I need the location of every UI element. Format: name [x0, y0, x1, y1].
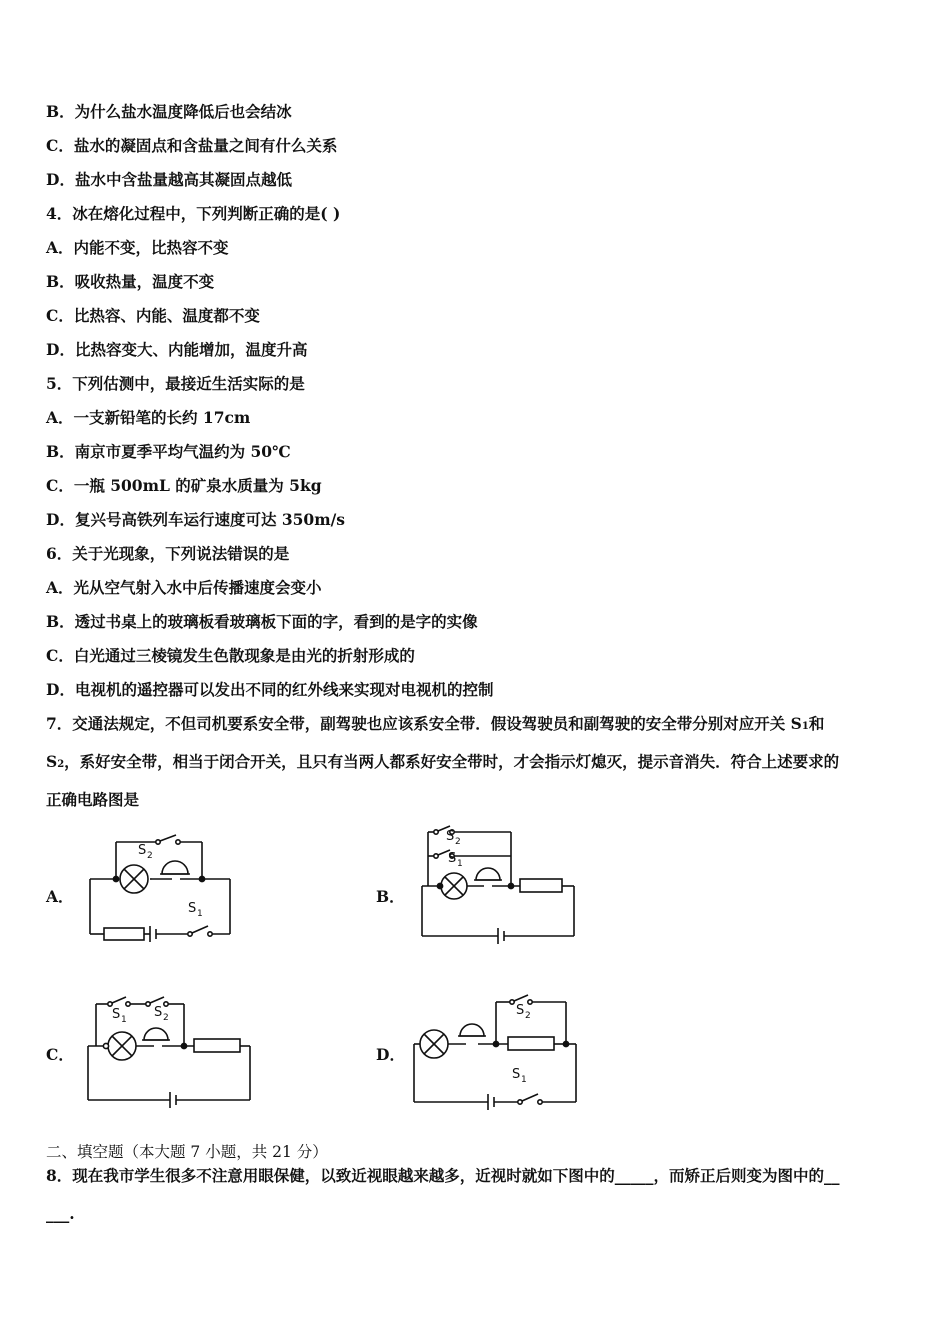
q6-option-c: C．白光通过三棱镜发生色散现象是由光的折射形成的 [46, 646, 415, 665]
switch-s1-label-c: S [112, 1007, 121, 1022]
circuit-c [84, 990, 256, 1110]
switch-s1-sub-a: 1 [197, 909, 203, 919]
switch-s1-label-d: S [512, 1067, 521, 1082]
q5-option-d: D．复兴号高铁列车运行速度可达 350m/s [46, 510, 345, 529]
option-b-label: B． [376, 887, 405, 906]
bell-icon [142, 1028, 170, 1040]
lamp-icon [108, 1032, 136, 1060]
q6-option-a: A．光从空气射入水中后传播速度会变小 [46, 578, 322, 597]
q3-option-d: D．盐水中含盐量越高其凝固点越低 [46, 170, 292, 189]
switch-s1-label-a: S [188, 901, 197, 916]
q7-line2-text: ，系好安全带，相当于闭合开关，且只有当两人都系好安全带时，才会指示灯熄灭，提示音消失．符合上述要求的 [64, 752, 840, 771]
switch-s1-sub-d: 1 [521, 1075, 527, 1085]
switch-s2-label-a: S [138, 843, 147, 858]
switch-s2-label-b: S [446, 829, 455, 844]
q7-stem-line3: 正确电路图是 [46, 790, 140, 809]
switch-s1-sub-c: 1 [121, 1015, 127, 1025]
circuit-d [408, 990, 580, 1112]
switch-s2-sub-d: 2 [525, 1011, 531, 1021]
q7-line1-sub: 1 [801, 721, 809, 732]
switch-s2-label-c: S [154, 1005, 163, 1020]
q7-line2-s: S [46, 752, 58, 771]
q3-option-b: B．为什么盐水温度降低后也会结冰 [46, 102, 292, 121]
switch-s1-label-b: S [448, 851, 457, 866]
lamp-icon [441, 873, 467, 899]
q3-option-c: C．盐水的凝固点和含盐量之间有什么关系 [46, 136, 338, 155]
q6-option-d: D．电视机的遥控器可以发出不同的红外线来实现对电视机的控制 [46, 680, 494, 699]
q6-option-b: B．透过书桌上的玻璃板看玻璃板下面的字，看到的是字的实像 [46, 612, 478, 631]
switch-s2-sub-c: 2 [163, 1013, 169, 1023]
circuit-b [416, 820, 581, 945]
switch-s2-label-d: S [516, 1003, 525, 1018]
q4-option-a: A．内能不变，比热容不变 [46, 238, 229, 257]
q7-line1-text: 7．交通法规定，不但司机要系安全带，副驾驶也应该系安全带．假设驾驶员和副驾驶的安全带分别对应开关 S [46, 714, 802, 733]
q6-stem: 6．关于光现象，下列说法错误的是 [46, 544, 290, 563]
q4-option-b: B．吸收热量，温度不变 [46, 272, 215, 291]
q5-option-a: A．一支新铅笔的长约 17cm [46, 408, 251, 427]
resistor-icon [104, 928, 144, 940]
bell-icon [458, 1024, 486, 1036]
section-2-heading: 二、填空题（本大题 7 小题，共 21 分） [46, 1143, 328, 1161]
resistor-icon [194, 1039, 240, 1052]
option-c-label: C． [46, 1045, 74, 1064]
resistor-icon [520, 879, 562, 892]
bell-icon [474, 868, 502, 880]
q7-line1-end: 和 [808, 714, 825, 733]
q7-stem-line1 [46, 714, 824, 737]
q4-stem: 4．冰在熔化过程中，下列判断正确的是( ) [46, 204, 341, 223]
circuit-a [84, 828, 244, 948]
q4-option-d: D．比热容变大、内能增加，温度升高 [46, 340, 308, 359]
q8-line2: ___. [46, 1204, 75, 1223]
q4-option-c: C．比热容、内能、温度都不变 [46, 306, 260, 325]
option-a-label: A． [46, 887, 74, 906]
bell-icon [160, 861, 190, 874]
lamp-icon [120, 865, 148, 893]
lamp-icon [420, 1030, 448, 1058]
q5-option-b: B．南京市夏季平均气温约为 50℃ [46, 442, 291, 461]
switch-s2-sub-b: 2 [455, 837, 461, 847]
q5-stem: 5．下列估测中，最接近生活实际的是 [46, 374, 305, 393]
switch-s1-sub-b: 1 [457, 859, 463, 869]
resistor-icon [508, 1037, 554, 1050]
q7-line2-sub: 2 [57, 759, 65, 770]
q8-line1: 8．现在我市学生很多不注意用眼保健，以致近视眼越来越多，近视时就如下图中的_____，而矫正后则变为图中的__ [46, 1166, 840, 1185]
switch-s2-sub-a: 2 [147, 851, 153, 861]
q5-option-c: C．一瓶 500mL 的矿泉水质量为 5kg [46, 476, 322, 495]
q7-stem-line2 [46, 752, 839, 775]
option-d-label: D． [376, 1045, 405, 1064]
